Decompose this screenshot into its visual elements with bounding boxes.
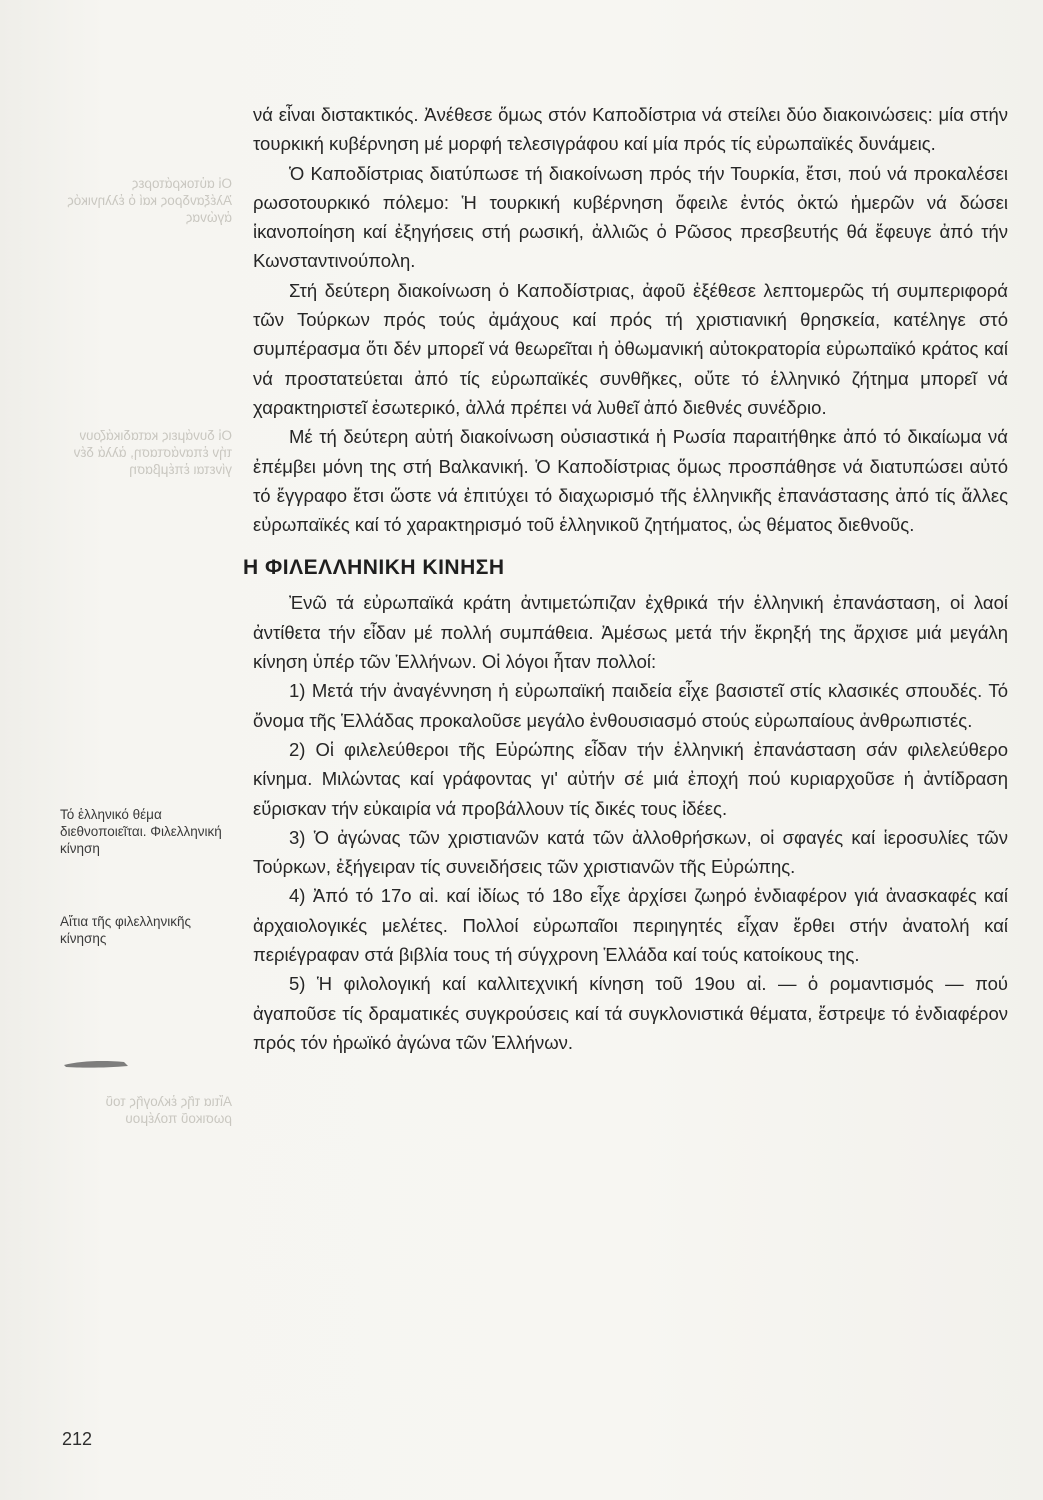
paragraph: Ὁ Καποδίστριας διατύπωσε τή διακοίνωση πρός τήν Τουρκία, ἔτσι, πού νά προκαλέσει ρωσοτουρκικό πόλεμο: Ἡ τουρκική κυβέρνηση ὄφειλε ἐντός ὀκτώ ἡμερῶν νά δώσει ἱκανοποίηση καί ἐξηγήσεις στή ρωσική, ἀλλιῶς ὁ Ρῶσος πρεσβευτής θά ἔφευγε ἀπό τήν Κωνσταντινούπολη.	[253, 162, 1008, 272]
margin-note-causes: Αἴτια τῆς φιλελληνικῆς κίνησης	[60, 914, 192, 946]
ink-smudge	[62, 1056, 132, 1072]
margin-note-bleedthrough: Αἴτια τῆς ἐκλογῆς τοῦ ρωσικοῦ πολέμου	[105, 1094, 232, 1126]
main-text	[243, 100, 1008, 1057]
margin-note-bleedthrough: Οἱ αὐτοκράτορες Ἀλέξανδρος καί ὁ ἑλληνικός ἀγώνας	[67, 176, 232, 225]
paragraph: Στή δεύτερη διακοίνωση ὁ Καποδίστριας, ἀφοῦ ἐξέθεσε λεπτομερῶς τή συμπεριφορά τῶν Τούρκων πρός τούς ἀμάχους καί πρός τή χριστιανική θρησκεία, κατέληγε στό συμπέρασμα ὅτι δέν μπορεῖ νά θεωρεῖται ἡ ὀθωμανική αὐτοκρατορία εὐρωπαϊκό κράτος καί νά προστατεύεται ἀπό τίς εὐρωπαϊκές συνθῆκες, οὔτε τό ἑλληνικό ζήτημα μπορεῖ νά χαρακτηριστεῖ ἐσωτερικό, ἀλλά πρέπει νά λυθεῖ ἀπό διεθνές συνέδριο.	[253, 279, 1008, 418]
paragraph: Ἐνῶ τά εὐρωπαϊκά κράτη ἀντιμετώπιζαν ἐχθρικά τήν ἑλληνική ἐπανάσταση, οἱ λαοί ἀντίθετα τήν εἶδαν μέ πολλή συμπάθεια. Ἀμέσως μετά τήν ἔκρηξή της ἄρχισε μιά μεγάλη κίνηση ὑπέρ τῶν Ἑλλήνων. Οἱ λόγοι ἦταν πολλοί:	[253, 592, 1008, 673]
paragraph: Μέ τή δεύτερη αὐτή διακοίνωση οὐσιαστικά ἡ Ρωσία παραιτήθηκε ἀπό τό δικαίωμα νά ἐπέμβει μόνη της στή Βαλκανική. Ὁ Καποδίστριας ὅμως προσπάθησε νά διατυπώσει αὐτό τό ἔγγραφο ἔτσι ὥστε νά ἐπιτύχει τό διαχωρισμό τῆς ἑλληνικῆς ἐπανάστασης ἀπό τίς ἄλλες εὐρωπαϊκές καί τό χαρακτηρισμό τοῦ ἑλληνικοῦ ζητήματος, ὡς θέματος διεθνοῦς.	[253, 426, 1008, 536]
list-item: 4) Ἀπό τό 17ο αἰ. καί ἰδίως τό 18ο εἶχε ἀρχίσει ζωηρό ἐνδιαφέρον γιά ἀνασκαφές καί ἀρχαιολογικές μελέτες. Πολλοί εὐρωπαῖοι περιηγητές εἶχαν ἔρθει στήν ἀνατολή καί περιέγραφαν στά βιβλία τους τή σύγχρονη Ἑλλάδα καί τούς κατοίκους της.	[253, 885, 1008, 966]
paragraph: νά εἶναι διστακτικός. Ἀνέθεσε ὅμως στόν Καποδίστρια νά στείλει δύο διακοινώσεις: μία στήν τουρκική κυβέρνηση μέ μορφή τελεσιγράφου καί μία πρός τίς εὐρωπαϊκές δυνάμεις.	[253, 104, 1008, 155]
page-number: 212	[62, 1429, 93, 1449]
list-item: 3) Ὁ ἀγώνας τῶν χριστιανῶν κατά τῶν ἀλλοθρήσκων, οἱ σφαγές καί ἱεροσυλίες τῶν Τούρκων, ἐξήγειραν τίς συνειδήσεις τῶν χριστιανῶν τῆς Εὐρώπης.	[253, 826, 1008, 878]
list-item: 2) Οἱ φιλελεύθεροι τῆς Εὐρώπης εἶδαν τήν ἑλληνική ἐπανάσταση σάν φιλελεύθερο κίνημα. Μιλώντας καί γράφοντας γι' αὐτήν σέ μιά ἐποχή πού κυριαρχοῦσε ἡ ἀντίδραση εὕρισκαν τήν εὐκαιρία νά προβάλλουν τίς δικές τους ἰδέες.	[253, 738, 1008, 819]
section-heading: Η ΦΙΛΕΛΛΗΝΙΚΗ ΚΙΝΗΣΗ	[243, 556, 505, 580]
list-item: 5) Ἡ φιλολογική καί καλλιτεχνική κίνηση τοῦ 19ου αἰ. — ὁ ρομαντισμός — πού ἀγαποῦσε τίς δραματικές συγκρούσεις καί τά συγκλονιστικά θέματα, ἔστρεψε τό ἐνδιαφέρον πρός τόν ἡρωϊκό ἀγώνα τῶν Ἑλλήνων.	[253, 973, 1008, 1053]
list-item: 1) Μετά τήν ἀναγέννηση ἡ εὐρωπαϊκή παιδεία εἶχε βασιστεῖ στίς κλασικές σπουδές. Τό ὄνομα τῆς Ἑλλάδας προκαλοῦσε μεγάλο ἐνθουσιασμό στούς εὐρωπαίους ἀνθρωπιστές.	[253, 680, 1008, 731]
margin-note-internationalization: Τό ἑλληνικό θέμα διεθνοποιεῖται. Φιλελληνική κίνηση	[60, 807, 222, 856]
margin-note-bleedthrough: Οἱ δυνάμεις καταδικάζουν τήν ἐπανάσταση, ἀλλά δέν γίνεται ἐπέμβαση	[73, 428, 232, 477]
